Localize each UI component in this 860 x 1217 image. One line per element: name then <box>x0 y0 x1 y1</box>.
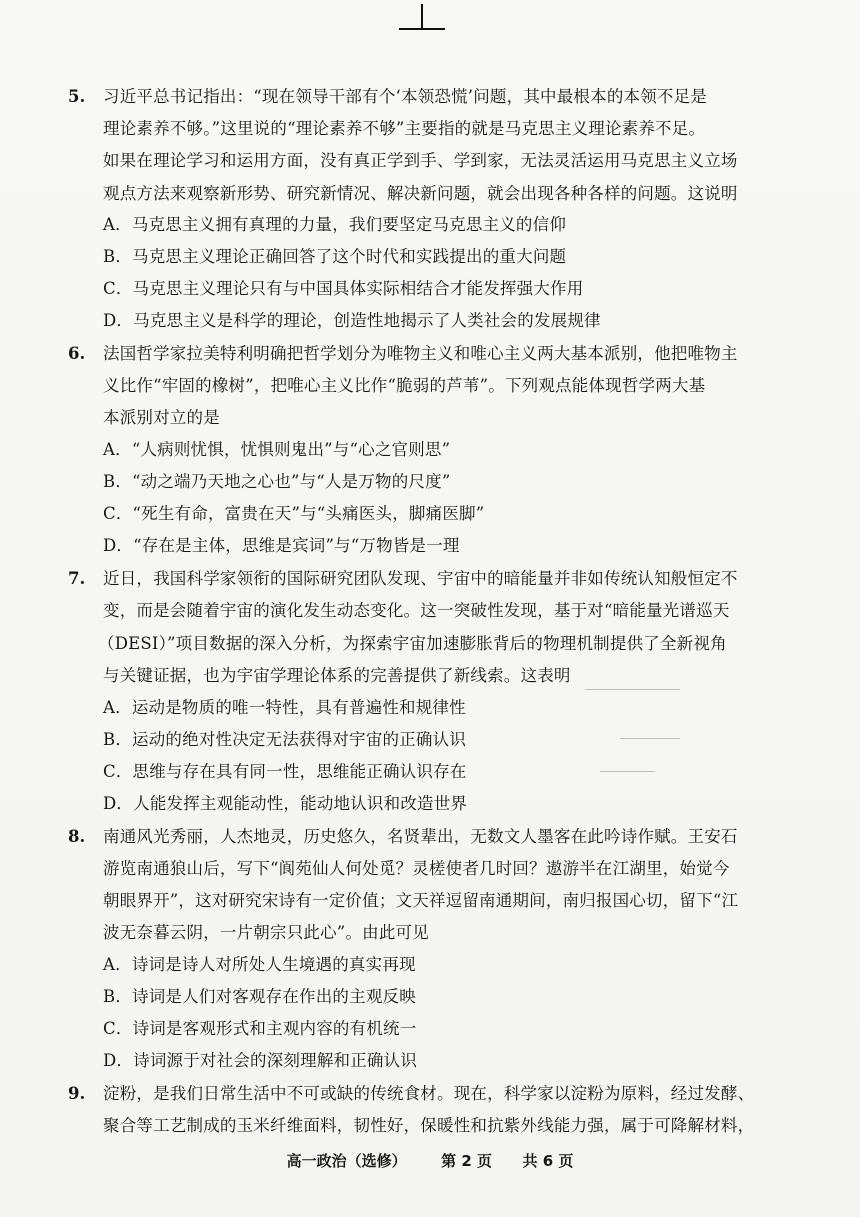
question-stem-line: 习近平总书记指出：“现在领导干部有个‘本领恐慌’问题，其中最根本的本领不足是 <box>103 87 708 106</box>
question-stem-line: 南通风光秀丽，人杰地灵，历史悠久，名贤辈出，无数文人墨客在此吟诗作赋。王安石 <box>103 827 738 846</box>
option-d: D．诗词源于对社会的深刻理解和正确认识 <box>103 1051 418 1070</box>
option-c: C．马克思主义理论只有与中国具体实际相结合才能发挥强大作用 <box>103 279 584 298</box>
question-stem-line: 本派别对立的是 <box>103 408 220 427</box>
option-b: B．运动的绝对性决定无法获得对宇宙的正确认识 <box>103 730 467 749</box>
question-number: 6. <box>68 344 86 363</box>
question-stem-line: 波无奈暮云阴，一片朝宗只此心”。由此可见 <box>103 923 429 942</box>
question-number: 8. <box>68 827 86 846</box>
option-d: D．马克思主义是科学的理论，创造性地揭示了人类社会的发展规律 <box>103 311 601 330</box>
option-d: D．人能发挥主观能动性，能动地认识和改造世界 <box>103 794 468 813</box>
scan-artifact <box>585 689 680 690</box>
question-stem-line: （DESI）”项目数据的深入分析，为探索宇宙加速膨胀背后的物理机制提供了全新视角 <box>98 634 727 653</box>
option-b: B．诗词是人们对客观存在作出的主观反映 <box>103 987 416 1006</box>
option-b: B．马克思主义理论正确回答了这个时代和实践提出的重大问题 <box>103 247 567 266</box>
question-stem-line: 如果在理论学习和运用方面，没有真正学到手、学到家，无法灵活运用马克思主义立场 <box>103 151 738 170</box>
question-stem-line: 观点方法来观察新形势、研究新情况、解决新问题，就会出现各种各样的问题。这说明 <box>103 184 738 203</box>
question-stem-line: 与关键证据，也为宇宙学理论体系的完善提供了新线索。这表明 <box>103 666 571 685</box>
binding-mark-stem <box>421 4 423 28</box>
option-c: C．“死生有命，富贵在天”与“头痛医头，脚痛医脚” <box>103 504 485 523</box>
option-c: C．诗词是客观形式和主观内容的有机统一 <box>103 1019 417 1038</box>
question-stem-line: 朝眼界开”，这对研究宋诗有一定价值；文天祥逗留南通期间，南归报国心切，留下“江 <box>103 891 739 910</box>
binding-mark-base <box>399 28 445 30</box>
footer-total-pages: 共 6 页 <box>522 1152 574 1170</box>
option-d: D．“存在是主体，思维是宾词”与“万物皆是一理 <box>103 536 460 555</box>
option-a: A．运动是物质的唯一特性，具有普遍性和规律性 <box>103 698 466 717</box>
question-stem-line: 聚合等工艺制成的玉米纤维面料，韧性好，保暖性和抗紫外线能力强，属于可降解材料， <box>103 1116 755 1135</box>
question-stem-line: 理论素养不够。”这里说的“理论素养不够”主要指的就是马克思主义理论素养不足。 <box>103 119 706 138</box>
binding-mark <box>399 0 445 34</box>
option-c: C．思维与存在具有同一性，思维能正确认识存在 <box>103 762 467 781</box>
option-a: A．诗词是诗人对所处人生境遇的真实再现 <box>103 955 416 974</box>
page-footer <box>0 1150 860 1171</box>
option-a: A．“人病则忧惧，忧惧则鬼出”与“心之官则思” <box>103 440 451 459</box>
question-stem-line: 法国哲学家拉美特利明确把哲学划分为唯物主义和唯心主义两大基本派别，他把唯物主 <box>103 344 738 363</box>
question-stem-line: 淀粉，是我们日常生活中不可或缺的传统食材。现在，科学家以淀粉为原料，经过发酵、 <box>103 1084 755 1103</box>
option-b: B．“动之端乃天地之心也”与“人是万物的尺度” <box>103 472 451 491</box>
scan-artifact <box>600 771 655 772</box>
question-number: 5. <box>68 87 86 106</box>
footer-page-number: 第 2 页 <box>441 1152 492 1170</box>
question-number: 9. <box>68 1084 86 1103</box>
question-stem-line: 近日，我国科学家领衔的国际研究团队发现、宇宙中的暗能量并非如传统认知般恒定不 <box>103 569 738 588</box>
question-stem-line: 变，而是会随着宇宙的演化发生动态变化。这一突破性发现，基于对“暗能量光谱巡天 <box>103 601 730 620</box>
footer-subject: 高一政治（选修） <box>286 1152 407 1170</box>
option-a: A．马克思主义拥有真理的力量，我们要坚定马克思主义的信仰 <box>103 215 567 234</box>
question-number: 7. <box>68 569 86 588</box>
scan-artifact <box>620 738 680 739</box>
question-stem-line: 义比作“牢固的橡树”，把唯心主义比作“脆弱的芦苇”。下列观点能体现哲学两大基 <box>103 376 706 395</box>
question-stem-line: 游览南通狼山后，写下“阆苑仙人何处觅？灵槎使者几时回？遨游半在江湖里，始觉今 <box>103 859 730 878</box>
